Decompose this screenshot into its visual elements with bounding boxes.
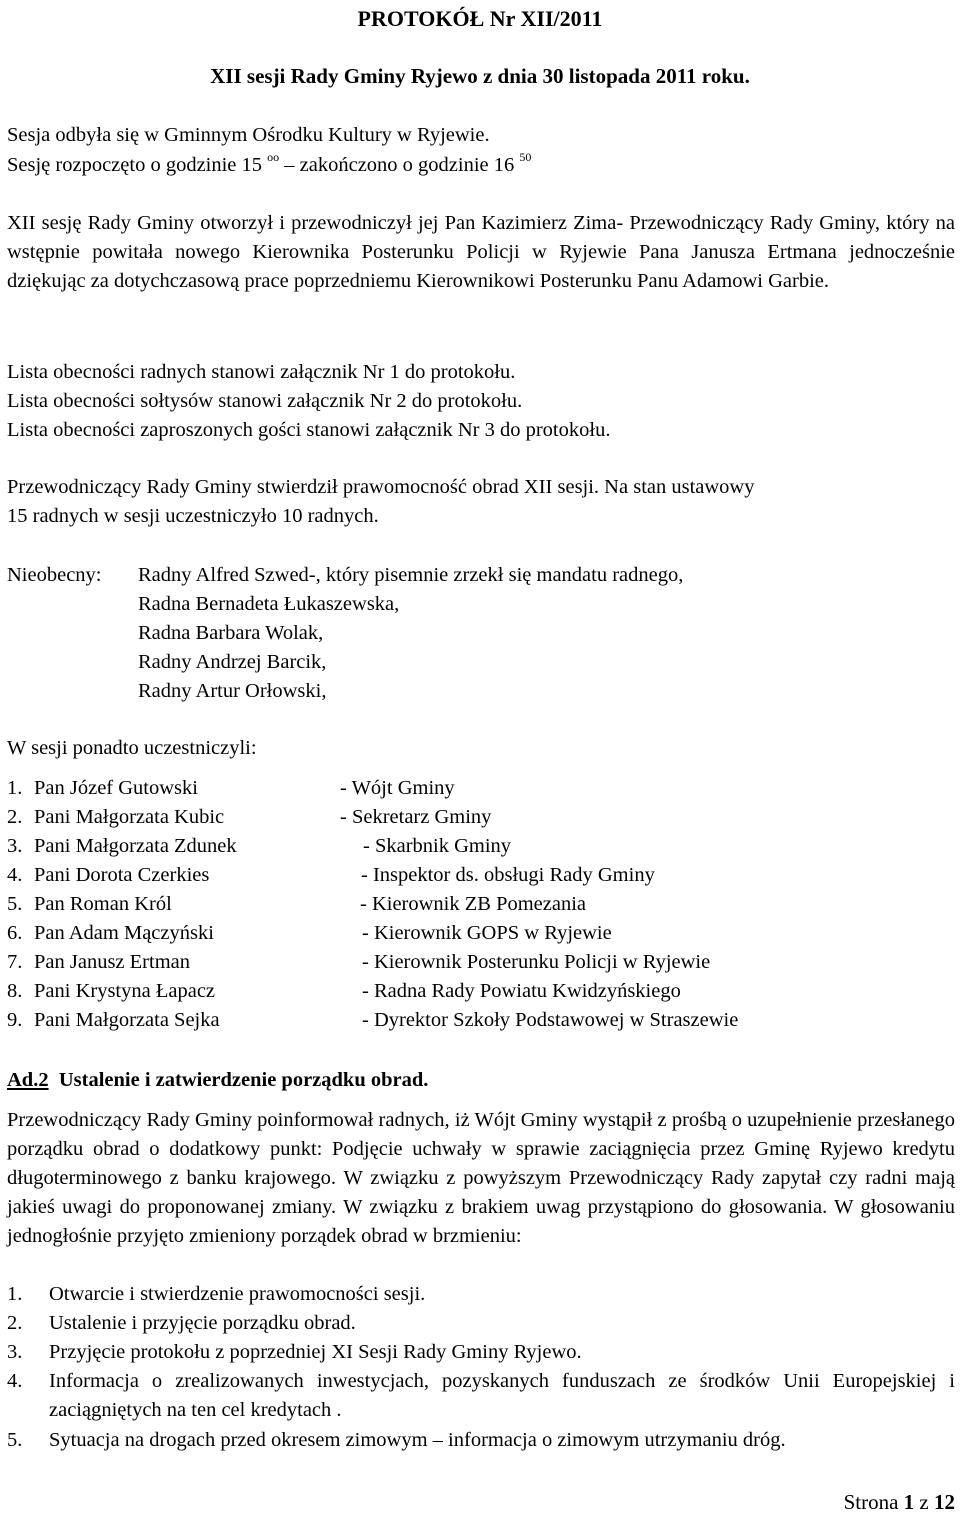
document-title: PROTOKÓŁ Nr XII/2011 — [357, 6, 603, 31]
section-2-paragraph: Przewodniczący Rady Gminy poinformował radnych, iż Wójt Gminy wystąpił z prośbą o uzupełnienie przesłanego porządku obrad o dodatkowy punkt: Podjęcie uchwały w sprawie zaciągnięcia przez Gminę Ryjewo kredytu długoterminowego z banku krajowego. W związku z powyższym Przewodniczący Rady zapytał czy radni mają jakieś uwagi do proponowanej zmiany. W związku z brakiem uwag przystąpiono do głosowania. W głosowaniu jednogłośnie przyjęto zmieniony porządek obrad w brzmieniu: — [7, 1109, 955, 1247]
participant-row — [7, 832, 907, 861]
attendance-list-soltysi: Lista obecności sołtysów stanowi załącznik Nr 2 do protokołu. — [7, 390, 523, 412]
agenda-text: Informacja o zrealizowanych inwestycjach, pozyskanych funduszach ze środków Unii Europejskiej i zaciągniętych na ten cel kredytach . — [49, 1370, 955, 1421]
participant-role: - Kierownik Posterunku Policji w Ryjewie — [362, 951, 711, 973]
participant-role: - Kierownik ZB Pomezania — [360, 893, 587, 915]
end-time-minutes: 50 — [519, 150, 532, 165]
participant-row — [7, 803, 907, 832]
participant-row — [7, 1006, 907, 1035]
participant-row — [7, 774, 907, 803]
document-subtitle: XII sesji Rady Gminy Ryjewo z dnia 30 listopada 2011 roku. — [210, 64, 750, 88]
participant-row — [7, 919, 907, 948]
participant-role: - Skarbnik Gminy — [363, 835, 512, 857]
page-number-separator: z — [914, 1490, 934, 1514]
agenda-number: 2. — [7, 1312, 23, 1334]
absent-name: Radna Barbara Wolak, — [138, 622, 324, 644]
participant-role: - Kierownik GOPS w Ryjewie — [362, 922, 612, 944]
absent-name: Radny Artur Orłowski, — [138, 680, 327, 702]
attendance-list-radni: Lista obecności radnych stanowi załącznik Nr 1 do protokołu. — [7, 361, 516, 383]
participant-name: Pani Krystyna Łapacz — [34, 980, 216, 1002]
participant-name: Pan Roman Król — [34, 893, 172, 915]
participant-name: Pani Małgorzata Zdunek — [34, 835, 237, 857]
participant-number: 7. — [7, 951, 23, 973]
participant-row — [7, 890, 907, 919]
quorum-line-2: 15 radnych w sesji uczestniczyło 10 radnych. — [7, 505, 379, 527]
agenda-text: Otwarcie i stwierdzenie prawomocności sesji. — [49, 1283, 426, 1305]
participant-row — [7, 948, 907, 977]
absent-name: Radny Alfred Szwed-, który pisemnie zrzekł się mandatu radnego, — [138, 564, 684, 586]
agenda-text: Sytuacja na drogach przed okresem zimowym – informacja o zimowym utrzymaniu dróg. — [49, 1429, 786, 1451]
agenda-number: 1. — [7, 1283, 23, 1305]
agenda-number: 3. — [7, 1341, 23, 1363]
agenda-text: Ustalenie i przyjęcie porządku obrad. — [49, 1312, 356, 1334]
agenda-number: 5. — [7, 1429, 23, 1451]
participant-name: Pan Józef Gutowski — [34, 777, 198, 799]
end-time-text: – zakończono o godzinie 16 — [279, 154, 520, 176]
page-number — [844, 1488, 955, 1517]
participant-row — [7, 861, 907, 890]
participants-label: W sesji ponadto uczestniczyli: — [7, 737, 257, 759]
participant-name: Pani Małgorzata Kubic — [34, 806, 225, 828]
participant-number: 2. — [7, 806, 23, 828]
start-time-minutes: oo — [267, 150, 280, 165]
participant-role: - Sekretarz Gminy — [340, 806, 492, 828]
participant-name: Pani Dorota Czerkies — [34, 864, 210, 886]
participant-number: 6. — [7, 922, 23, 944]
absent-name: Radny Andrzej Barcik, — [138, 651, 327, 673]
section-2-title: Ustalenie i zatwierdzenie porządku obrad. — [48, 1069, 429, 1091]
intro-location: Sesja odbyła się w Gminnym Ośrodku Kultury w Ryjewie. — [7, 124, 490, 146]
participant-role: - Inspektor ds. obsługi Rady Gminy — [361, 864, 655, 886]
agenda-number: 4. — [7, 1370, 23, 1392]
participant-number: 4. — [7, 864, 23, 886]
participant-number: 1. — [7, 777, 23, 799]
absent-name: Radna Bernadeta Łukaszewska, — [138, 593, 400, 615]
section-2-number: Ad.2 — [7, 1069, 49, 1091]
start-time-text: Sesję rozpoczęto o godzinie 15 — [7, 154, 268, 176]
participant-row — [7, 977, 907, 1006]
participant-number: 5. — [7, 893, 23, 915]
opening-paragraph: XII sesję Rady Gminy otworzył i przewodniczył jej Pan Kazimierz Zima- Przewodniczący Rady Gminy, który na wstępnie powitała nowego Kierownika Posterunku Policji w Ryjewie Pana Janusza Ertmana jednocześnie dziękując za dotychczasową prace poprzedniemu Kierownikowi Posterunku Panu Adamowi Garbie. — [7, 212, 955, 292]
participant-role: - Dyrektor Szkoły Podstawowej w Straszewie — [362, 1009, 739, 1031]
attendance-list-goscie: Lista obecności zaproszonych gości stanowi załącznik Nr 3 do protokołu. — [7, 419, 611, 441]
quorum-line-1: Przewodniczący Rady Gminy stwierdził prawomocność obrad XII sesji. Na stan ustawowy — [7, 476, 755, 498]
absent-label: Nieobecny: — [7, 564, 102, 586]
participant-number: 9. — [7, 1009, 23, 1031]
participant-name: Pan Janusz Ertman — [34, 951, 190, 973]
participant-role: - Wójt Gminy — [340, 777, 455, 799]
agenda-text: Przyjęcie protokołu z poprzedniej XI Sesji Rady Gminy Ryjewo. — [49, 1341, 582, 1363]
page-current: 1 — [903, 1490, 915, 1514]
participant-role: - Radna Rady Powiatu Kwidzyńskiego — [362, 980, 681, 1002]
intro-time — [7, 151, 955, 180]
participant-number: 3. — [7, 835, 23, 857]
participant-name: Pan Adam Mączyński — [34, 922, 214, 944]
section-2-heading — [7, 1066, 428, 1095]
participant-number: 8. — [7, 980, 23, 1002]
page-total: 12 — [934, 1490, 955, 1514]
participant-name: Pani Małgorzata Sejka — [34, 1009, 220, 1031]
page-number-prefix: Strona — [843, 1490, 904, 1514]
